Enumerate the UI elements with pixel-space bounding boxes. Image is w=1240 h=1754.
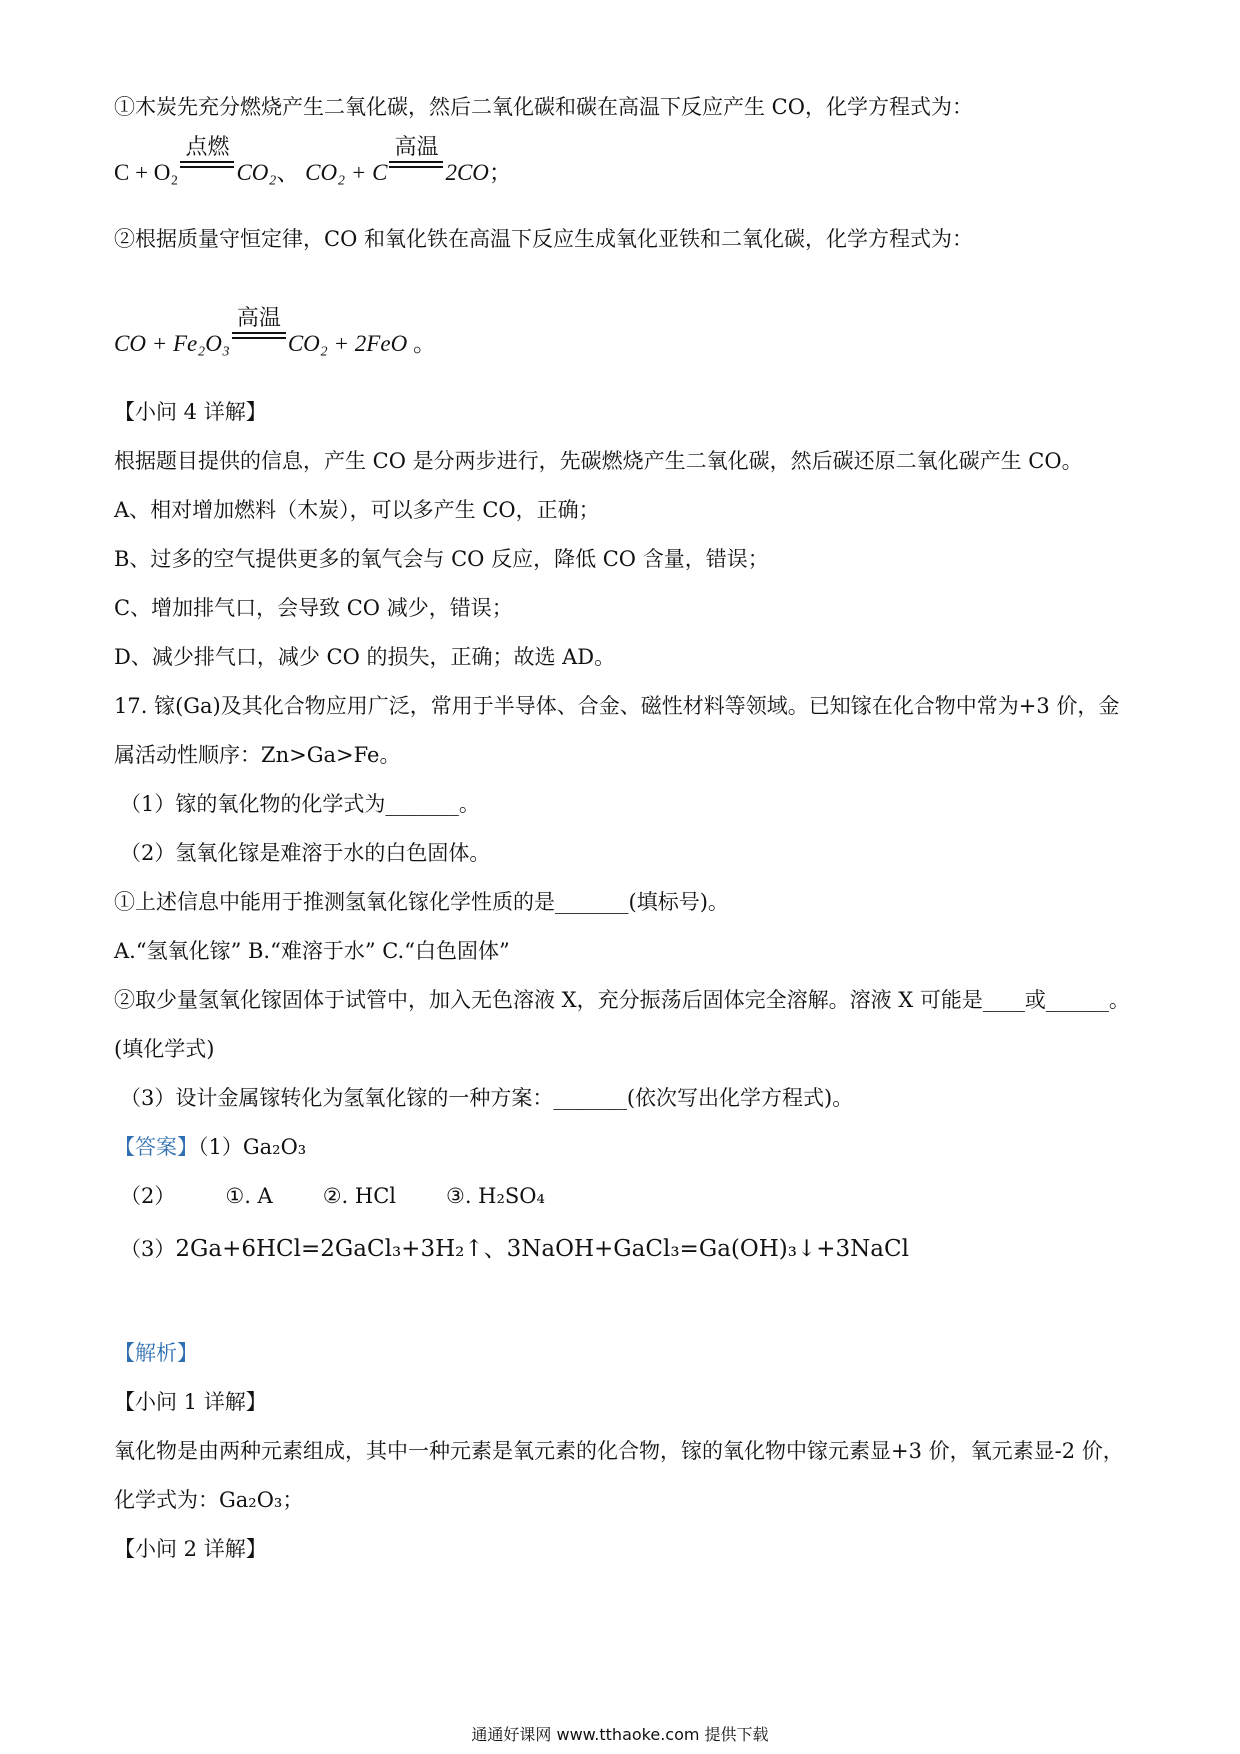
option-line: D、减少排气口，减少 CO 的损失，正确；故选 AD。 bbox=[114, 645, 616, 669]
answer-2b: ②. HCl bbox=[322, 1184, 396, 1208]
eq-term: CO₂ + C bbox=[305, 160, 388, 185]
condition-ignite bbox=[178, 135, 236, 186]
sub-question-note: (填化学式) bbox=[114, 1037, 215, 1061]
choice-options: A.“氢氧化镓” B.“难溶于水” C.“白色固体” bbox=[114, 939, 510, 963]
sub-question: ②取少量氢氧化镓固体于试管中，加入无色溶液 X，充分振荡后固体完全溶解。溶液 X 可能是____或______。 bbox=[114, 988, 1130, 1012]
eq-term: CO + Fe₂O₃ bbox=[114, 331, 230, 356]
condition-label: 点燃 bbox=[185, 135, 230, 160]
eq-term: CO₂ + 2FeO bbox=[287, 331, 408, 356]
answer-2a: ①. A bbox=[225, 1184, 273, 1208]
answer-3-prefix: （3） bbox=[120, 1237, 176, 1261]
answer-3-equations: 2Ga+6HCl=2GaCl₃+3H₂↑、3NaOH+GaCl₃=Ga(OH)₃↓+3NaCl bbox=[175, 1236, 909, 1262]
eq-term: C + O₂ bbox=[114, 160, 179, 185]
eq-separator: 、 bbox=[276, 160, 300, 185]
text-line: ②根据质量守恒定律，CO 和氧化铁在高温下反应生成氧化亚铁和二氧化碳，化学方程式为： bbox=[114, 227, 973, 251]
sub-question: ①上述信息中能用于推测氢氧化镓化学性质的是_______(填标号)。 bbox=[114, 890, 729, 914]
section-heading: 【小问 2 详解】 bbox=[114, 1537, 267, 1561]
equation-carbon-combustion bbox=[114, 135, 512, 187]
answer-line bbox=[120, 1234, 1130, 1264]
eq-end: 。 bbox=[412, 331, 436, 356]
section-heading: 【小问 1 详解】 bbox=[114, 1390, 267, 1414]
section-heading: 【小问 4 详解】 bbox=[114, 400, 267, 424]
answer-2-prefix: （2） bbox=[120, 1184, 176, 1208]
condition-high-temp bbox=[387, 135, 445, 186]
text-line: ①木炭先充分燃烧产生二氧化碳，然后二氧化碳和碳在高温下反应产生 CO，化学方程式为： bbox=[114, 95, 973, 119]
option-line: B、过多的空气提供更多的氧气会与 CO 反应，降低 CO 含量，错误； bbox=[114, 547, 769, 571]
eq-term: CO₂ bbox=[236, 160, 277, 185]
sub-question: （3）设计金属镓转化为氢氧化镓的一种方案：_______(依次写出化学方程式)。 bbox=[120, 1086, 854, 1110]
condition-label: 高温 bbox=[394, 135, 439, 160]
text-line: 化学式为：Ga₂O₃； bbox=[114, 1488, 304, 1512]
option-line: C、增加排气口，会导致 CO 减少，错误； bbox=[114, 596, 513, 620]
answer-label: 【答案】 bbox=[114, 1135, 198, 1159]
eq-end: ； bbox=[488, 160, 512, 185]
equation-co-reduction bbox=[114, 306, 436, 358]
answer-line bbox=[120, 1181, 1130, 1211]
option-line: A、相对增加燃料（木炭），可以多产生 CO，正确； bbox=[114, 498, 600, 522]
text-line: 氧化物是由两种元素组成，其中一种元素是氧元素的化合物，镓的氧化物中镓元素显+3 价，氧元素显-2 价， bbox=[114, 1439, 1124, 1463]
question-stem: 17. 镓(Ga)及其化合物应用广泛，常用于半导体、合金、磁性材料等领域。已知镓在化合物中常为+3 价，金 bbox=[114, 694, 1120, 718]
sub-question: （1）镓的氧化物的化学式为_______。 bbox=[120, 792, 480, 816]
answer-1: （1）Ga₂O₃ bbox=[198, 1135, 307, 1159]
text-line: 根据题目提供的信息，产生 CO 是分两步进行，先碳燃烧产生二氧化碳，然后碳还原二氧化碳产生 CO。 bbox=[114, 449, 1083, 473]
eq-term: 2CO bbox=[445, 160, 489, 185]
answer-line bbox=[114, 1132, 1130, 1162]
analysis-heading: 【解析】 bbox=[114, 1341, 198, 1365]
page-footer: 通通好课网 www.tthaoke.com 提供下载 bbox=[471, 1725, 769, 1744]
condition-label: 高温 bbox=[236, 306, 281, 331]
condition-high-temp bbox=[230, 306, 288, 357]
answer-2c: ③. H₂SO₄ bbox=[446, 1184, 545, 1208]
sub-question: （2）氢氧化镓是难溶于水的白色固体。 bbox=[120, 841, 491, 865]
question-stem: 属活动性顺序：Zn>Ga>Fe。 bbox=[114, 743, 401, 767]
